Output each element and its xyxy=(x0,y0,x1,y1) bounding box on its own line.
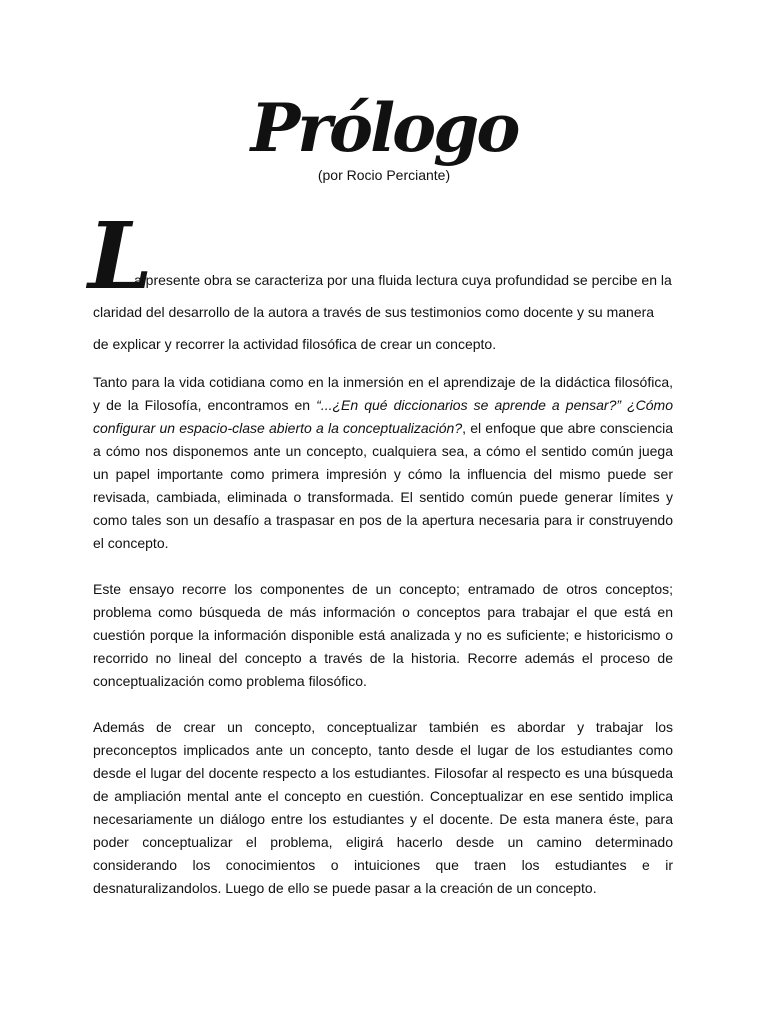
quoted-question: “...¿En qué diccionarios se aprende a pensar?” ¿Cómo configurar un espacio-clase abierto a la conceptualización? xyxy=(93,397,673,436)
drop-cap-letter: L xyxy=(88,202,153,310)
body-paragraph: Este ensayo recorre los componentes de un concepto; entramado de otros conceptos; problema como búsqueda de más información o conceptos para trabajar el que está en cuestión porque la información disponible está analizada y no es suficiente; e historicismo o recorrido no lineal del concepto a través de la historia. Recorre además el proceso de conceptualización como problema filosófico. xyxy=(93,581,673,689)
page-title: Prólogo xyxy=(250,89,518,167)
intro-line: claridad del desarrollo de la autora a través de sus testimonios como docente y su manera xyxy=(93,304,655,320)
paragraph-text: , el enfoque que abre consciencia a cómo nos disponemos ante un concepto, cualquiera sea, a cómo el sentido común juega un papel importante como primera impresión y cómo la influencia del mismo puede ser revisada, cambiada, eliminada o transformada. El sentido común puede generar límites y como tales son un desafío a traspasar en pos de la apertura necesaria para ir construyendo el concepto. xyxy=(93,420,674,551)
intro-line: de explicar y recorrer la actividad filosófica de crear un concepto. xyxy=(93,336,497,352)
page-subtitle: (por Rocio Perciante) xyxy=(317,167,451,183)
intro-line: a presente obra se caracteriza por una fluida lectura cuya profundidad se percibe en la xyxy=(134,272,672,288)
body-paragraph xyxy=(93,371,673,555)
paragraph-text: Tanto para la vida cotidiana como en la inmersión en el aprendizaje de la didáctica filosófica, y de la Filosofía, encontramos en xyxy=(93,374,673,413)
body-paragraph: Además de crear un concepto, conceptualizar también es abordar y trabajar los preconceptos implicados ante un concepto, tanto desde el lugar de los estudiantes como desde el lugar del docente respecto a los estudiantes. Filosofar al respecto es una búsqueda de ampliación mental ante el concepto en cuestión. Conceptualizar en ese sentido implica necesariamente un diálogo entre los estudiantes y el docente. De esta manera éste, para poder conceptualizar el problema, eligirá hacerlo desde un camino determinado considerando los conocimientos o intuiciones que traen los estudiantes e ir desnaturalizandolos. Luego de ello se puede pasar a la creación de un concepto. xyxy=(93,719,673,896)
